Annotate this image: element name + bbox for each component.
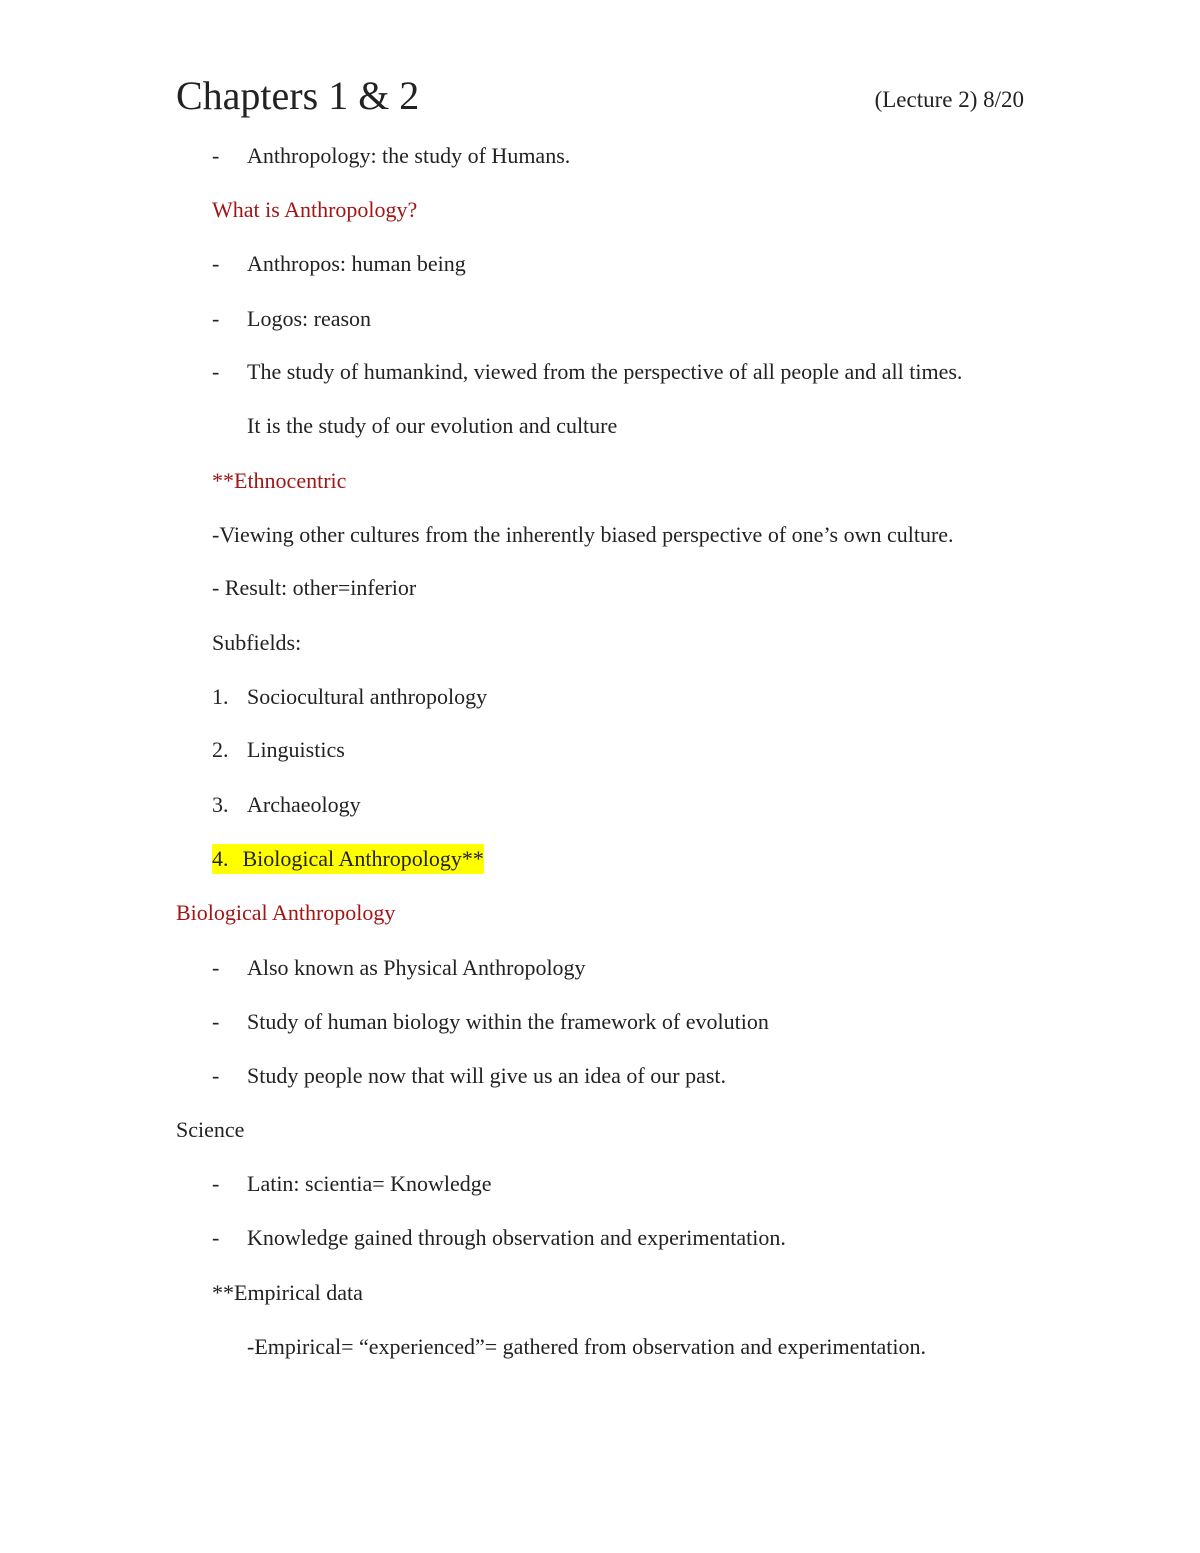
page-title: Chapters 1 & 2 (176, 73, 420, 118)
list-item-text: Also known as Physical Anthropology (247, 955, 586, 980)
subfield-text: Linguistics (247, 737, 345, 762)
list-item-text: Knowledge gained through observation and experimentation. (247, 1225, 786, 1250)
list-item-text: Latin: scientia= Knowledge (247, 1171, 492, 1196)
empirical-heading: **Empirical data (212, 1280, 363, 1305)
science-heading: Science (176, 1117, 245, 1142)
list-number: 1. (212, 684, 229, 709)
list-number: 3. (212, 792, 229, 817)
bullet-dash: - (212, 1225, 220, 1250)
subfields-heading: Subfields: (212, 630, 302, 655)
bullet-dash: - (212, 1009, 220, 1034)
list-item-text: Anthropos: human being (247, 251, 466, 276)
list-number: 2. (212, 737, 229, 762)
bullet-dash: - (212, 359, 220, 384)
ethnocentric-definition: -Viewing other cultures from the inherently biased perspective of one’s own culture. (212, 522, 954, 547)
bullet-dash: - (212, 1063, 220, 1088)
subfield-item-highlighted (212, 844, 484, 874)
subfield-text: Sociocultural anthropology (247, 684, 488, 709)
bullet-dash: - (212, 306, 220, 331)
what-is-heading: What is Anthropology? (212, 197, 418, 222)
subfield-text: Archaeology (247, 792, 361, 817)
list-number: 4. (212, 846, 229, 871)
bullet-dash: - (212, 1171, 220, 1196)
list-item-text: Study of human biology within the framework of evolution (247, 1009, 769, 1034)
list-item-text: Study people now that will give us an idea of our past. (247, 1063, 727, 1088)
bullet-dash: - (212, 143, 220, 168)
highlight-mark (212, 844, 484, 874)
list-item-text: Logos: reason (247, 306, 372, 331)
subfield-text: Biological Anthropology** (242, 846, 484, 871)
empirical-definition: -Empirical= “experienced”= gathered from observation and experimentation. (247, 1334, 927, 1359)
ethnocentric-heading: **Ethnocentric (212, 468, 347, 493)
bullet-dash: - (212, 251, 220, 276)
lecture-label: (Lecture 2) 8/20 (874, 87, 1024, 112)
list-item-text: The study of humankind, viewed from the perspective of all people and all times. (247, 359, 963, 384)
bullet-dash: - (212, 955, 220, 980)
ethnocentric-result: - Result: other=inferior (212, 575, 417, 600)
intro-text: Anthropology: the study of Humans. (247, 143, 571, 168)
continuation-text: It is the study of our evolution and culture (247, 413, 618, 438)
biological-heading: Biological Anthropology (176, 900, 396, 925)
